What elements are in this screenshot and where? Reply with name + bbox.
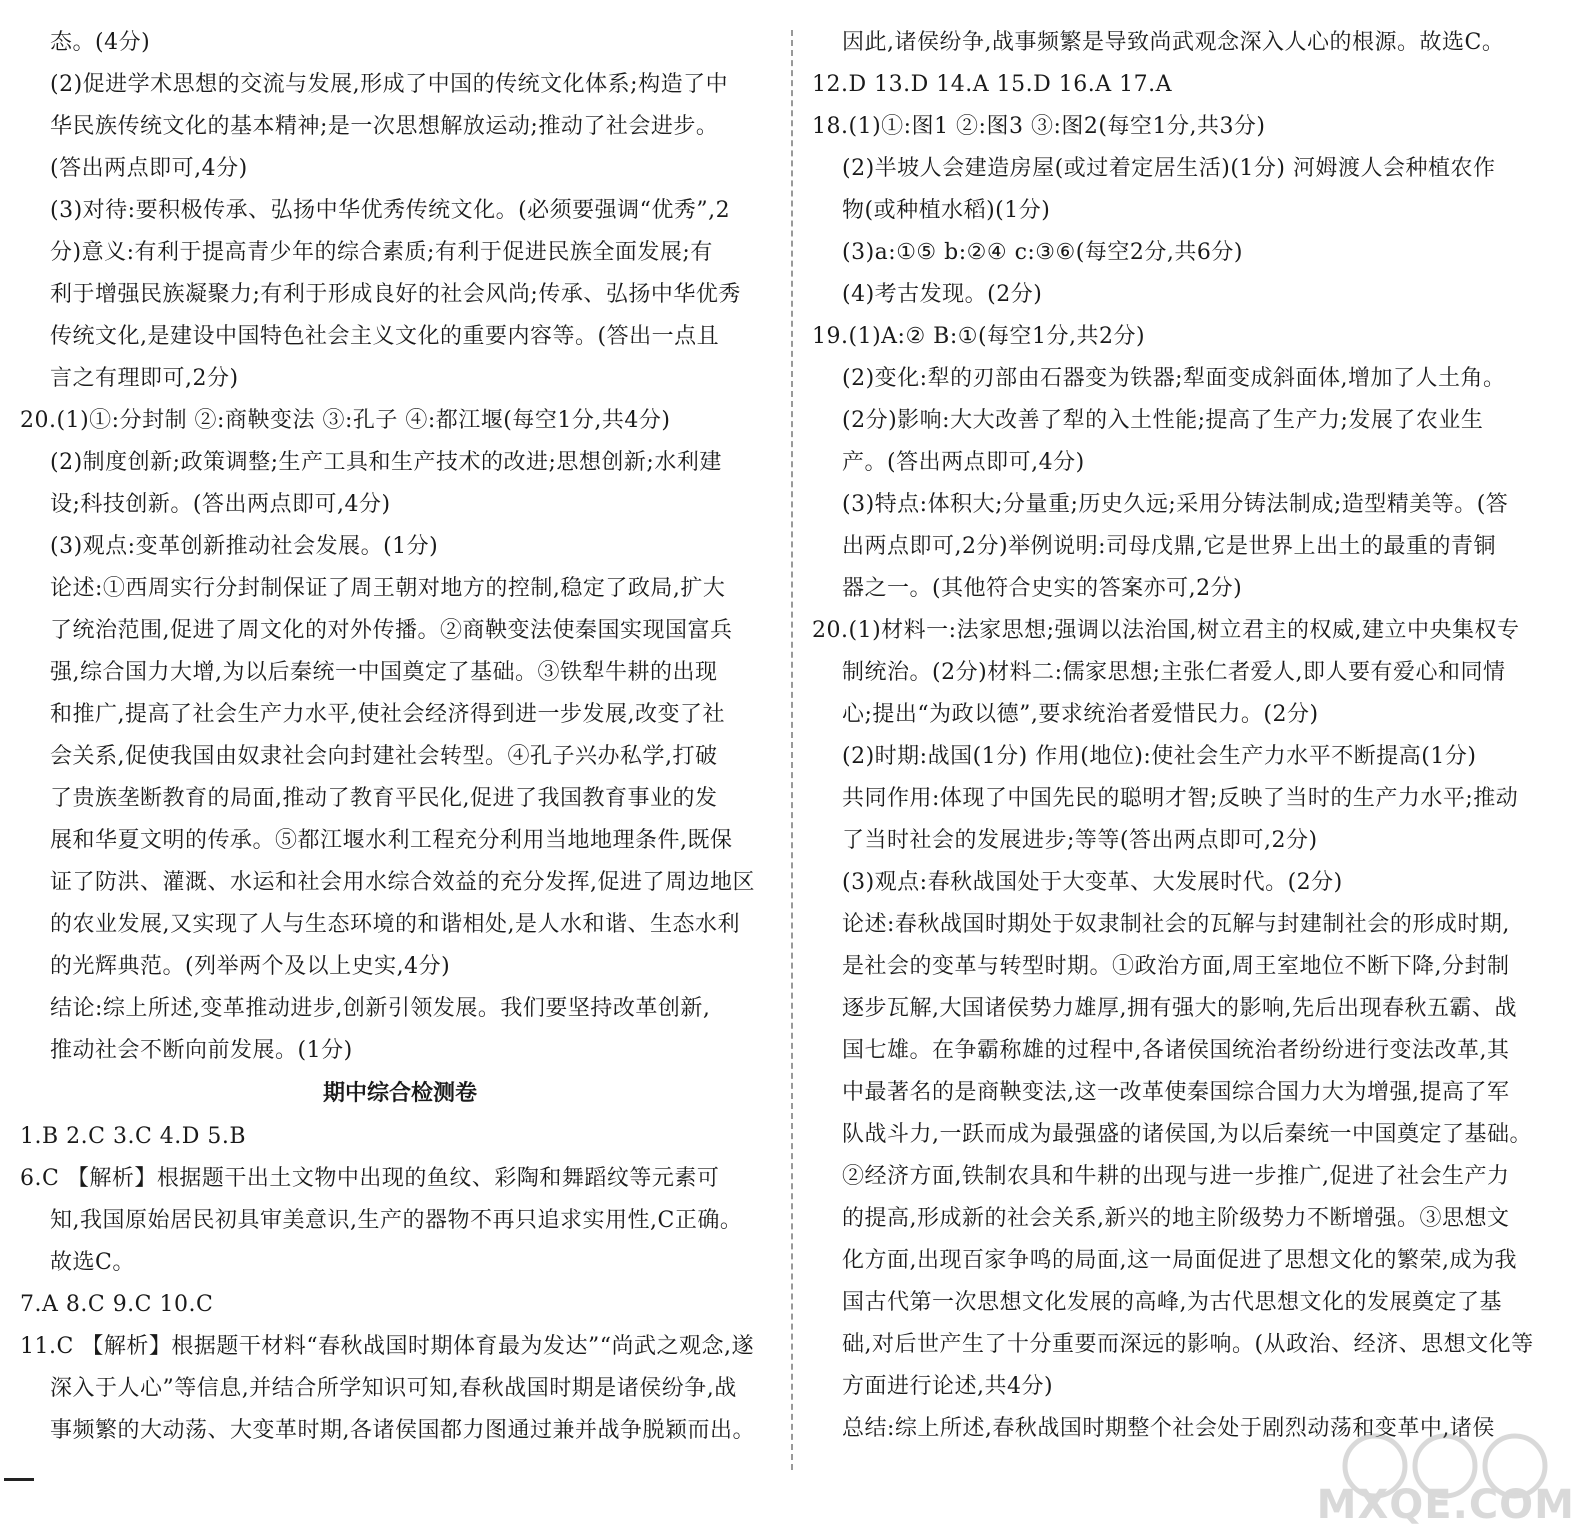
- text-line: 利于增强民族凝聚力;有利于形成良好的社会风尚;传承、弘扬中华优秀: [50, 282, 741, 307]
- right-column: [812, 22, 1582, 1450]
- text-line: 19.(1)A:② B:①(每空1分,共2分): [812, 324, 1146, 349]
- text-line: (2)促进学术思想的交流与发展,形成了中国的传统文化体系;构造了中: [50, 72, 729, 97]
- text-line: 推动社会不断向前发展。(1分): [50, 1038, 353, 1063]
- text-line: 国古代第一次思想文化发展的高峰,为古代思想文化的发展奠定了基: [842, 1290, 1502, 1315]
- text-line: 展和华夏文明的传承。⑤都江堰水利工程充分利用当地地理条件,既保: [50, 828, 733, 853]
- text-line: 知,我国原始居民初具审美意识,生产的器物不再只追求实用性,C正确。: [50, 1208, 743, 1233]
- text-line: 12.D 13.D 14.A 15.D 16.A 17.A: [812, 72, 1172, 97]
- text-line: (2)半坡人会建造房屋(或过着定居生活)(1分) 河姆渡人会种植农作: [842, 156, 1496, 181]
- text-line: 论述:①西周实行分封制保证了周王朝对地方的控制,稳定了政局,扩大: [50, 576, 726, 601]
- text-line: (2)时期:战国(1分) 作用(地位):使社会生产力水平不断提高(1分): [842, 744, 1477, 769]
- text-line: 制统治。(2分)材料二:儒家思想;主张仁者爱人,即人要有爱心和同情: [842, 660, 1506, 685]
- text-line: 强,综合国力大增,为以后秦统一中国奠定了基础。③铁犁牛耕的出现: [50, 660, 718, 685]
- text-line: 11.C 【解析】根据题干材料“春秋战国时期体育最为发达”“尚武之观念,遂: [20, 1334, 755, 1359]
- text-line: 物(或种植水稻)(1分): [842, 198, 1051, 223]
- text-line: 共同作用:体现了中国先民的聪明才智;反映了当时的生产力水平;推动: [842, 786, 1519, 811]
- text-line: 的光辉典范。(列举两个及以上史实,4分): [50, 954, 451, 979]
- text-line: 论述:春秋战国时期处于奴隶制社会的瓦解与封建制社会的形成时期,: [842, 912, 1510, 937]
- text-line: (3)观点:变革创新推动社会发展。(1分): [50, 534, 439, 559]
- text-line: 的提高,形成新的社会关系,新兴的地主阶级势力不断增强。③思想文: [842, 1206, 1510, 1231]
- text-line: 的农业发展,又实现了人与生态环境的和谐相处,是人水和谐、生态水利: [50, 912, 740, 937]
- text-line: 深入于人心”等信息,并结合所学知识可知,春秋战国时期是诸侯纷争,战: [50, 1376, 737, 1401]
- text-line: 中最著名的是商鞅变法,这一改革使秦国综合国力大为增强,提高了军: [842, 1080, 1510, 1105]
- left-answer-lines: [20, 22, 780, 1072]
- text-line: 因此,诸侯纷争,战事频繁是导致尚武观念深入人心的根源。故选C。: [842, 30, 1505, 55]
- text-line: 7.A 8.C 9.C 10.C: [20, 1292, 214, 1317]
- text-line: 心;提出“为政以德”,要求统治者爱惜民力。(2分): [842, 702, 1319, 727]
- left-answer-lines-after-title: [20, 1116, 780, 1452]
- text-line: 20.(1)①:分封制 ②:商鞅变法 ③:孔子 ④:都江堰(每空1分,共4分): [20, 408, 671, 433]
- text-line: (3)特点:体积大;分量重;历史久远;采用分铸法制成;造型精美等。(答: [842, 492, 1509, 517]
- text-line: 产。(答出两点即可,4分): [842, 450, 1085, 475]
- text-line: (4)考古发现。(2分): [842, 282, 1043, 307]
- left-column: [20, 22, 780, 1452]
- text-line: (3)a:①⑤ b:②④ c:③⑥(每空2分,共6分): [842, 240, 1243, 265]
- text-line: 分)意义:有利于提高青少年的综合素质;有利于促进民族全面发展;有: [50, 240, 713, 265]
- text-line: 方面进行论述,共4分): [842, 1374, 1054, 1399]
- text-line: (2)变化:犁的刃部由石器变为铁器;犁面变成斜面体,增加了人土角。: [842, 366, 1506, 391]
- text-line: 了贵族垄断教育的局面,推动了教育平民化,促进了我国教育事业的发: [50, 786, 718, 811]
- watermark-text: MXQE.COM: [1316, 1482, 1575, 1528]
- text-line: 言之有理即可,2分): [50, 366, 239, 391]
- text-line: 态。(4分): [50, 30, 151, 55]
- text-line: 事频繁的大动荡、大变革时期,各诸侯国都力图通过兼并战争脱颖而出。: [50, 1418, 755, 1443]
- text-line: 化方面,出现百家争鸣的局面,这一局面促进了思想文化的繁荣,成为我: [842, 1248, 1517, 1273]
- text-line: 会关系,促使我国由奴隶社会向封建社会转型。④孔子兴办私学,打破: [50, 744, 718, 769]
- text-line: 结论:综上所述,变革推动进步,创新引领发展。我们要坚持改革创新,: [50, 996, 711, 1021]
- text-line: (3)对待:要积极传承、弘扬中华优秀传统文化。(必须要强调“优秀”,2: [50, 198, 731, 223]
- section-title: 期中综合检测卷: [322, 1081, 477, 1106]
- text-line: 华民族传统文化的基本精神;是一次思想解放运动;推动了社会进步。: [50, 114, 719, 139]
- text-line: (答出两点即可,4分): [50, 156, 248, 181]
- text-line: ②经济方面,铁制农具和牛耕的出现与进一步推广,促进了社会生产力: [842, 1164, 1510, 1189]
- text-line: 和推广,提高了社会生产力水平,使社会经济得到进一步发展,改变了社: [50, 702, 725, 727]
- watermark-logo: [1305, 1428, 1575, 1528]
- text-line: 是社会的变革与转型时期。①政治方面,周王室地位不断下降,分封制: [842, 954, 1510, 979]
- text-line: 队战斗力,一跃而成为最强盛的诸侯国,为以后秦统一中国奠定了基础。: [842, 1122, 1532, 1147]
- text-line: 础,对后世产生了十分重要而深远的影响。(从政治、经济、思想文化等: [842, 1332, 1534, 1357]
- text-line: 总结:综上所述,春秋战国时期整个社会处于剧烈动荡和变革中,诸侯: [842, 1416, 1495, 1441]
- text-line: (2分)影响:大大改善了犁的入土性能;提高了生产力;发展了农业生: [842, 408, 1484, 433]
- text-line: (3)观点:春秋战国处于大变革、大发展时代。(2分): [842, 870, 1343, 895]
- text-line: 18.(1)①:图1 ②:图3 ③:图2(每空1分,共3分): [812, 114, 1266, 139]
- text-line: 器之一。(其他符合史实的答案亦可,2分): [842, 576, 1243, 601]
- text-line: 故选C。: [50, 1250, 135, 1275]
- text-line: 了当时社会的发展进步;等等(答出两点即可,2分): [842, 828, 1318, 853]
- right-answer-lines: [812, 22, 1582, 1450]
- text-line: 证了防洪、灌溉、水运和社会用水综合效益的充分发挥,促进了周边地区: [50, 870, 755, 895]
- text-line: 国七雄。在争霸称雄的过程中,各诸侯国统治者纷纷进行变法改革,其: [842, 1038, 1510, 1063]
- text-line: 出两点即可,2分)举例说明:司母戊鼎,它是世界上出土的最重的青铜: [842, 534, 1496, 559]
- text-line: (2)制度创新;政策调整;生产工具和生产技术的改进;思想创新;水利建: [50, 450, 722, 475]
- text-line: 了统治范围,促进了周文化的对外传播。②商鞅变法使秦国实现国富兵: [50, 618, 733, 643]
- text-line: 6.C 【解析】根据题干出土文物中出现的鱼纹、彩陶和舞蹈纹等元素可: [20, 1166, 720, 1191]
- text-line: 1.B 2.C 3.C 4.D 5.B: [20, 1124, 247, 1149]
- text-line: 设;科技创新。(答出两点即可,4分): [50, 492, 391, 517]
- column-divider: [791, 30, 793, 1470]
- page-edge-mark: [4, 1478, 34, 1481]
- text-line: 传统文化,是建设中国特色社会主义文化的重要内容等。(答出一点且: [50, 324, 720, 349]
- text-line: 20.(1)材料一:法家思想;强调以法治国,树立君主的权威,建立中央集权专: [812, 618, 1520, 643]
- text-line: 逐步瓦解,大国诸侯势力雄厚,拥有强大的影响,先后出现春秋五霸、战: [842, 996, 1517, 1021]
